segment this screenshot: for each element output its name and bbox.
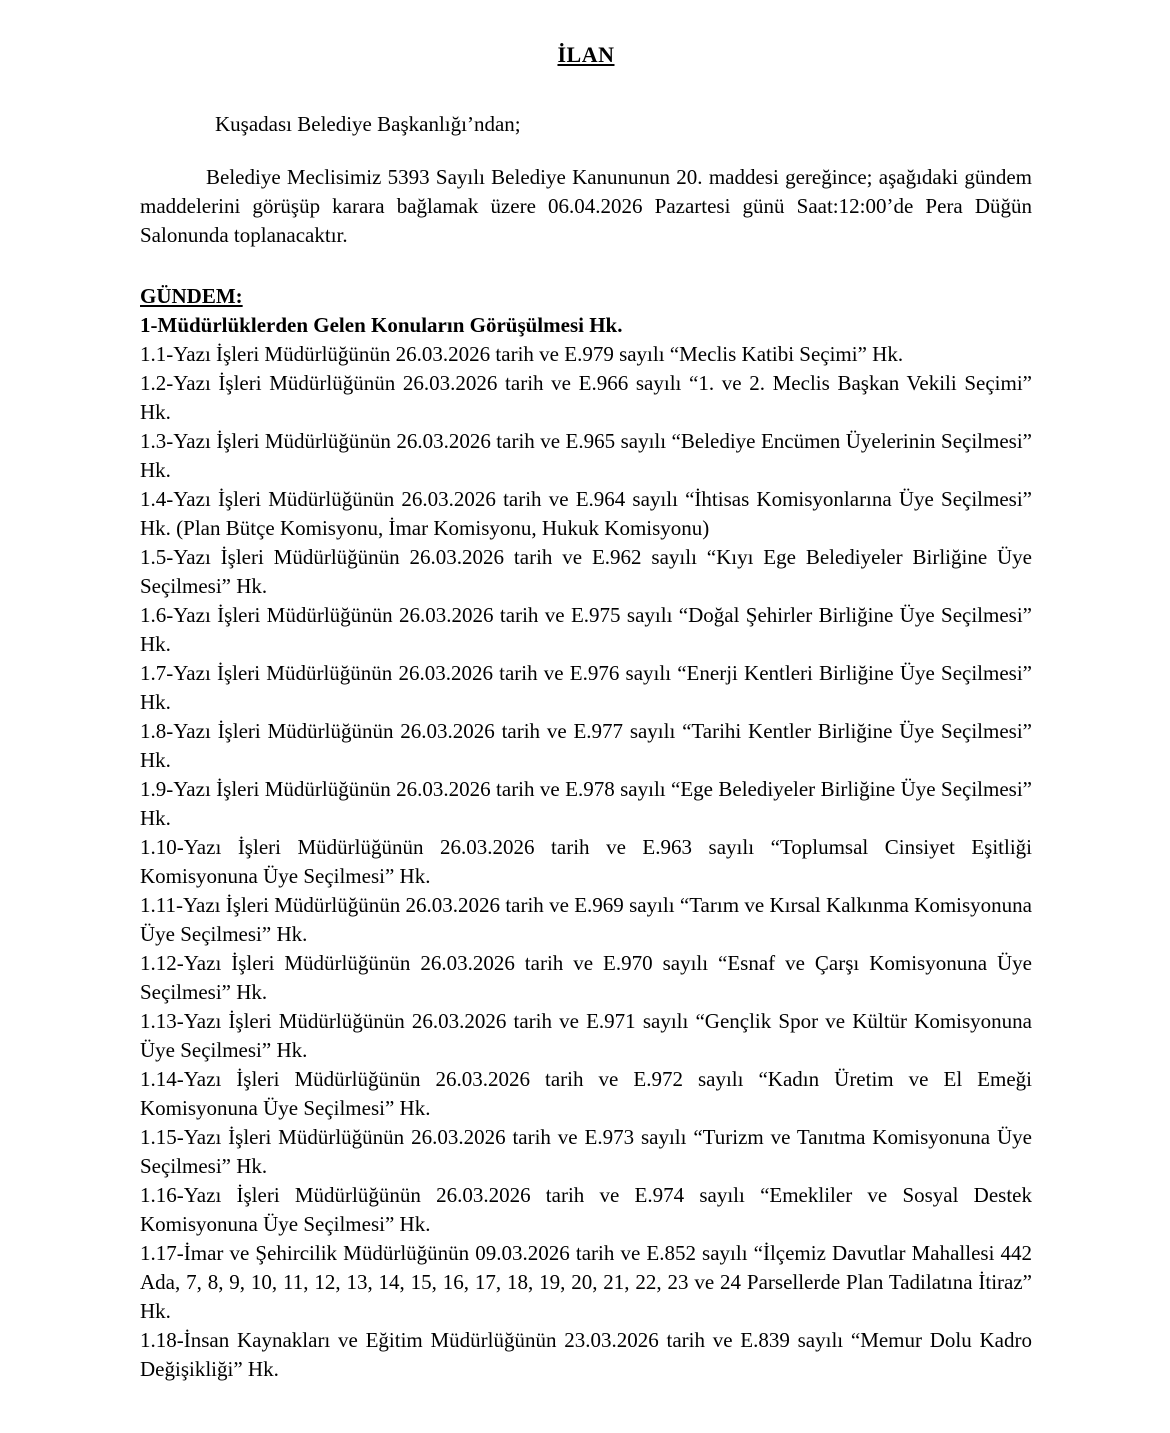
agenda-item-1-12: 1.12-Yazı İşleri Müdürlüğünün 26.03.2026 tarih ve E.970 sayılı “Esnaf ve Çarşı Komisyonuna Üye Seçilmesi” Hk. (140, 951, 1032, 1004)
agenda-item-1-4: 1.4-Yazı İşleri Müdürlüğünün 26.03.2026 tarih ve E.964 sayılı “İhtisas Komisyonlarına Üye Seçilmesi” Hk. (Plan Bütçe Komisyonu, İmar Komisyonu, Hukuk Komisyonu) (140, 487, 1032, 540)
agenda-item-1-7: 1.7-Yazı İşleri Müdürlüğünün 26.03.2026 tarih ve E.976 sayılı “Enerji Kentleri Birliğine Üye Seçilmesi” Hk. (140, 661, 1032, 714)
agenda-item-1-16: 1.16-Yazı İşleri Müdürlüğünün 26.03.2026 tarih ve E.974 sayılı “Emekliler ve Sosyal Destek Komisyonuna Üye Seçilmesi” Hk. (140, 1183, 1032, 1236)
agenda-item-1-2: 1.2-Yazı İşleri Müdürlüğünün 26.03.2026 tarih ve E.966 sayılı “1. ve 2. Meclis Başkan Vekili Seçimi” Hk. (140, 371, 1032, 424)
agenda-item-1-11: 1.11-Yazı İşleri Müdürlüğünün 26.03.2026 tarih ve E.969 sayılı “Tarım ve Kırsal Kalkınma Komisyonuna Üye Seçilmesi” Hk. (140, 893, 1032, 946)
intro-paragraph: Belediye Meclisimiz 5393 Sayılı Belediye Kanununun 20. maddesi gereğince; aşağıdaki gündem maddelerini görüşüp karara bağlamak üzere 06.04.2026 Pazartesi günü Saat:12:00’de Pera Düğün Salonunda toplanacaktır. (140, 165, 1032, 247)
salutation-line: Kuşadası Belediye Başkanlığı’ndan; (215, 112, 521, 136)
agenda-item-1-18: 1.18-İnsan Kaynakları ve Eğitim Müdürlüğünün 23.03.2026 tarih ve E.839 sayılı “Memur Dolu Kadro Değişikliği” Hk. (140, 1328, 1032, 1381)
agenda-item-1-10: 1.10-Yazı İşleri Müdürlüğünün 26.03.2026 tarih ve E.963 sayılı “Toplumsal Cinsiyet Eşitliği Komisyonuna Üye Seçilmesi” Hk. (140, 835, 1032, 888)
section-heading: 1-Müdürlüklerden Gelen Konuların Görüşülmesi Hk. (140, 313, 623, 337)
agenda-heading (140, 282, 1032, 311)
agenda-item-1-1: 1.1-Yazı İşleri Müdürlüğünün 26.03.2026 tarih ve E.979 sayılı “Meclis Katibi Seçimi” Hk. (140, 342, 904, 366)
agenda-item-1-8: 1.8-Yazı İşleri Müdürlüğünün 26.03.2026 tarih ve E.977 sayılı “Tarihi Kentler Birliğine Üye Seçilmesi” Hk. (140, 719, 1032, 772)
agenda-item-1-17: 1.17-İmar ve Şehircilik Müdürlüğünün 09.03.2026 tarih ve E.852 sayılı “İlçemiz Davutlar Mahallesi 442 Ada, 7, 8, 9, 10, 11, 12, 13, 14, 15, 16, 17, 18, 19, 20, 21, 22, 23 ve 24 Parsellerde Plan Tadilatına İtiraz” Hk. (140, 1241, 1032, 1323)
agenda-item-1-6: 1.6-Yazı İşleri Müdürlüğünün 26.03.2026 tarih ve E.975 sayılı “Doğal Şehirler Birliğine Üye Seçilmesi” Hk. (140, 603, 1032, 656)
agenda-item-1-9: 1.9-Yazı İşleri Müdürlüğünün 26.03.2026 tarih ve E.978 sayılı “Ege Belediyeler Birliğine Üye Seçilmesi” Hk. (140, 777, 1032, 830)
document-title: İLAN (557, 42, 615, 67)
agenda-heading-text: GÜNDEM: (140, 284, 243, 308)
agenda-item-1-15: 1.15-Yazı İşleri Müdürlüğünün 26.03.2026 tarih ve E.973 sayılı “Turizm ve Tanıtma Komisyonuna Üye Seçilmesi” Hk. (140, 1125, 1032, 1178)
agenda-item-1-5: 1.5-Yazı İşleri Müdürlüğünün 26.03.2026 tarih ve E.962 sayılı “Kıyı Ege Belediyeler Birliğine Üye Seçilmesi” Hk. (140, 545, 1032, 598)
agenda-item-1-3: 1.3-Yazı İşleri Müdürlüğünün 26.03.2026 tarih ve E.965 sayılı “Belediye Encümen Üyelerinin Seçilmesi” Hk. (140, 429, 1032, 482)
agenda-item-1-14: 1.14-Yazı İşleri Müdürlüğünün 26.03.2026 tarih ve E.972 sayılı “Kadın Üretim ve El Emeği Komisyonuna Üye Seçilmesi” Hk. (140, 1067, 1032, 1120)
agenda-item-1-13: 1.13-Yazı İşleri Müdürlüğünün 26.03.2026 tarih ve E.971 sayılı “Gençlik Spor ve Kültür Komisyonuna Üye Seçilmesi” Hk. (140, 1009, 1032, 1062)
